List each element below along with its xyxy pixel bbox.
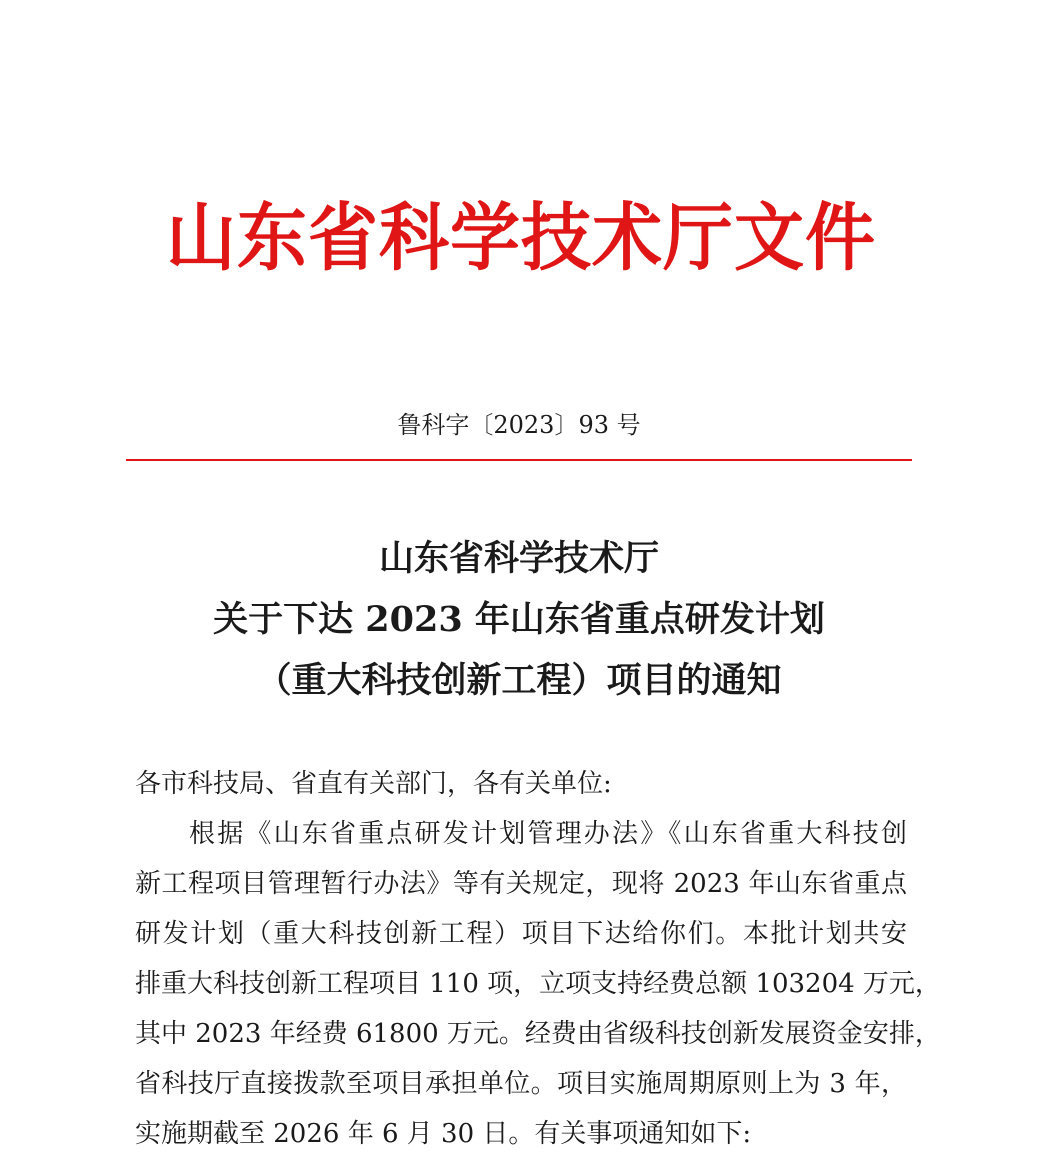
body-line: 实施期截至 2026 年 6 月 30 日。有关事项通知如下: [135,1119,752,1149]
notice-title [0,528,1038,711]
body-line: 省科技厅直接拨款至项目承担单位。项目实施周期原则上为 3 年， [135,1069,907,1099]
document-number: 鲁科字〔2023〕93 号 [397,411,641,439]
title-line: 山东省科学技术厅 [378,538,659,579]
salutation: 各市科技局、省直有关部门，各有关单位: [135,769,612,799]
body-line: 根据《山东省重点研发计划管理办法》《山东省重大科技创 [189,819,907,849]
document-header-title: 山东省科学技术厅文件 [166,193,876,282]
body-line: 其中 2023 年经费 61800 万元。经费由省级科技创新发展资金安排， [135,1019,941,1049]
body-line: 研发计划（重大科技创新工程）项目下达给你们。本批计划共安 [135,919,907,949]
title-line: （重大科技创新工程）项目的通知 [256,660,782,701]
body-line: 排重大科技创新工程项目 110 项，立项支持经费总额 103204 万元， [135,969,941,999]
title-line: 关于下达 2023 年山东省重点研发计划 [213,599,825,640]
notice-body [135,764,941,1164]
red-divider [126,459,912,461]
body-line: 新工程项目管理暂行办法》等有关规定，现将 2023 年山东省重点 [135,869,907,899]
